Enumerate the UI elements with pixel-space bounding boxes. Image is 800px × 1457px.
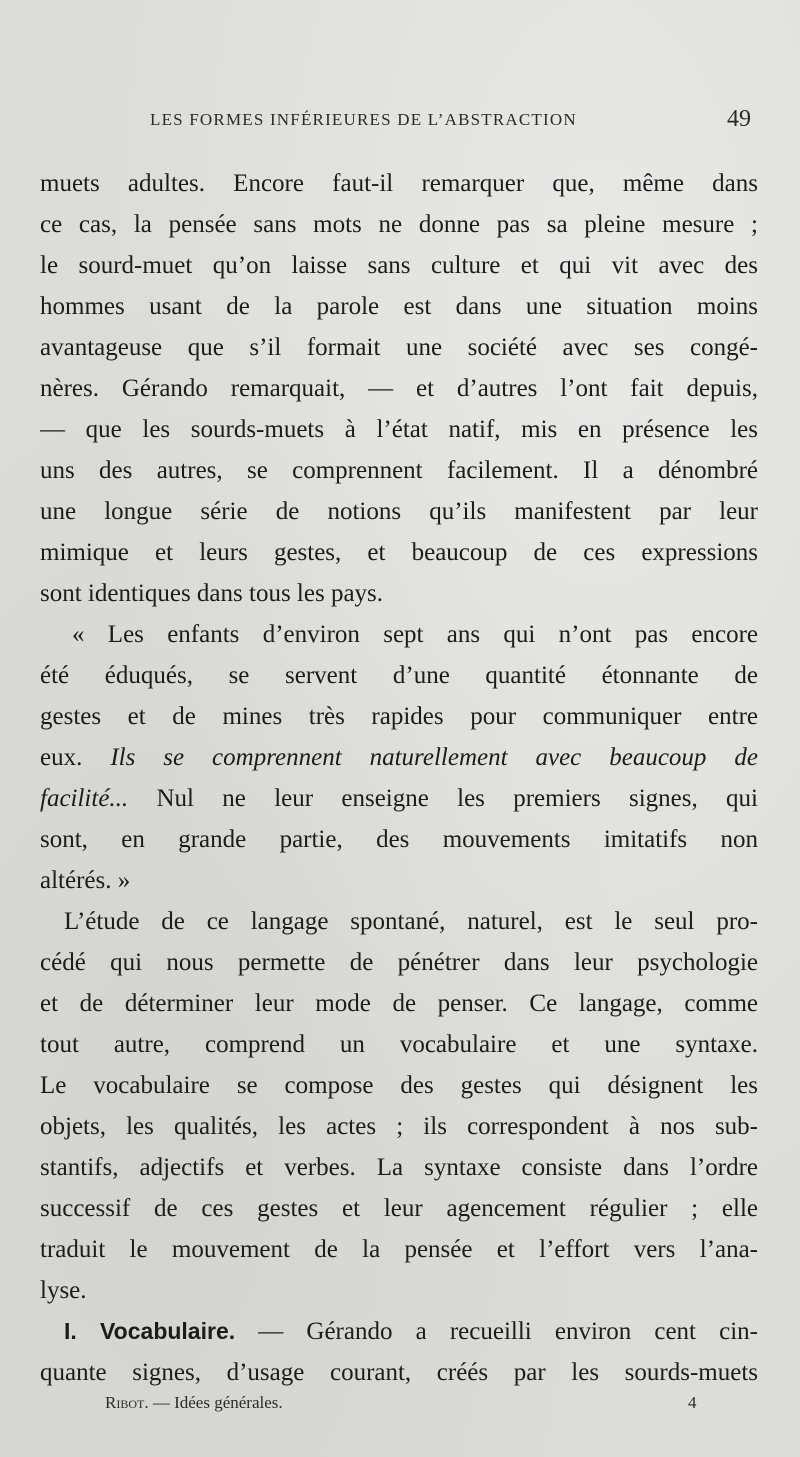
italic-run: Ils se comprennent naturellement avec beaucoup de <box>110 744 758 771</box>
text-line: sont identiques dans tous les pays. <box>40 580 384 607</box>
text-line: objets, les qualités, les actes ; ils correspondent à nos sub- <box>40 1113 758 1140</box>
text-line: quante signes, d’usage courant, créés par les sourds-muets <box>40 1359 758 1386</box>
page-number: 49 <box>727 106 751 132</box>
quote-line <box>40 778 758 819</box>
footer-author: Ribot. <box>105 1393 149 1412</box>
text-run: eux. <box>40 744 111 771</box>
text-line: successif de ces gestes et leur agencement régulier ; elle <box>40 1195 758 1222</box>
text-line: et de déterminer leur mode de penser. Ce langage, comme <box>40 990 758 1017</box>
text-line: nères. Gérando remarquait, — et d’autres l’ont fait depuis, <box>40 375 758 402</box>
quote-line: gestes et de mines très rapides pour communiquer entre <box>40 703 758 730</box>
section-line <box>40 1311 758 1352</box>
page-footer <box>105 1393 705 1413</box>
italic-run: facilité... <box>40 785 129 812</box>
text-run: Nul ne leur enseigne les premiers signes, qui <box>128 785 758 812</box>
text-line: L’étude de ce langage spontané, naturel, est le seul pro- <box>64 908 758 935</box>
running-title: LES FORMES INFÉRIEURES DE L’ABSTRACTION <box>150 110 577 129</box>
text-line: le sourd-muet qu’on laisse sans culture et qui vit avec des <box>40 252 758 279</box>
quote-line: été éduqués, se servent d’une quantité étonnante de <box>40 662 758 689</box>
text-line: stantifs, adjectifs et verbes. La syntaxe consiste dans l’ordre <box>40 1154 758 1181</box>
text-line: tout autre, comprend un vocabulaire et une syntaxe. <box>40 1031 758 1058</box>
text-line: une longue série de notions qu’ils manifestent par leur <box>40 498 758 525</box>
quote-line: altérés. » <box>40 867 131 894</box>
text-line: — que les sourds-muets à l’état natif, mis en présence les <box>40 416 758 443</box>
body-text <box>40 163 758 1393</box>
quote-line: sont, en grande partie, des mouvements imitatifs non <box>40 826 758 853</box>
quote-line <box>40 737 758 778</box>
section-heading: I. Vocabulaire. <box>64 1318 236 1344</box>
text-line: cédé qui nous permette de pénétrer dans leur psychologie <box>40 949 758 976</box>
footer-title: — Idées générales. <box>148 1393 283 1412</box>
text-run: — Gérando a recueilli environ cent cin- <box>235 1318 758 1345</box>
quote-line: « Les enfants d’environ sept ans qui n’ont pas encore <box>72 621 758 648</box>
signature-mark: 4 <box>688 1393 697 1412</box>
text-line: avantageuse que s’il formait une société avec ses congé- <box>40 334 758 361</box>
text-line: muets adultes. Encore faut-il remarquer que, même dans <box>40 170 758 197</box>
text-line: traduit le mouvement de la pensée et l’effort vers l’ana- <box>40 1236 758 1263</box>
text-line: mimique et leurs gestes, et beaucoup de ces expressions <box>40 539 758 566</box>
text-line: Le vocabulaire se compose des gestes qui désignent les <box>40 1072 758 1099</box>
text-line: hommes usant de la parole est dans une situation moins <box>40 293 758 320</box>
text-line: ce cas, la pensée sans mots ne donne pas sa pleine mesure ; <box>40 211 758 238</box>
text-line: lyse. <box>40 1277 87 1304</box>
text-line: uns des autres, se comprennent facilement. Il a dénombré <box>40 457 758 484</box>
